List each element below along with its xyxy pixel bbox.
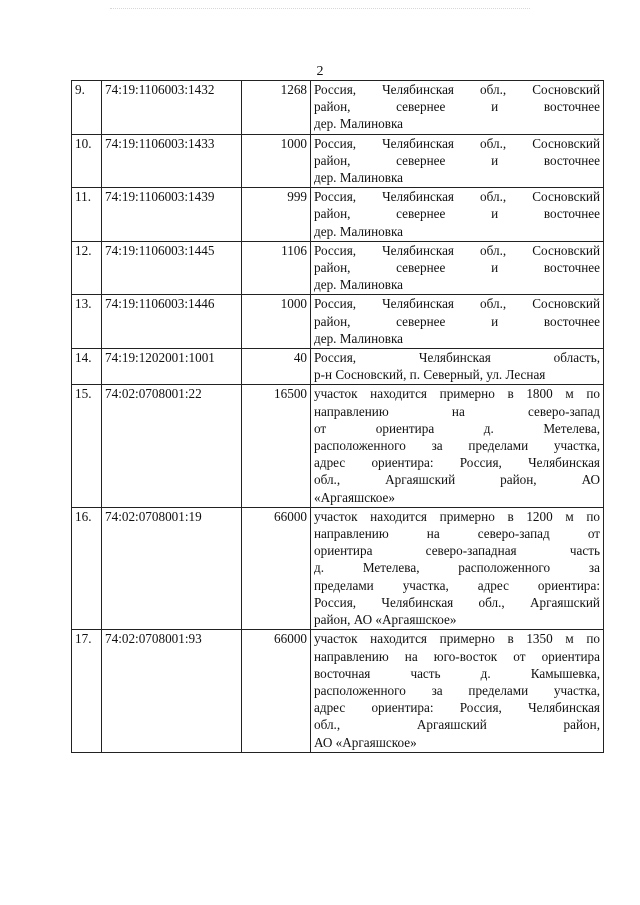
plot-address [311, 385, 604, 507]
plot-address [311, 295, 604, 349]
address-line: восточная часть д. Камышевка, [314, 665, 600, 681]
address-line: Россия, Челябинская обл., Сосновский [314, 189, 600, 205]
table-row [72, 507, 604, 629]
plot-area: 1106 [242, 241, 311, 295]
address-line: адрес ориентира: Россия, Челябинская [314, 700, 600, 716]
address-line: направлению на северо-запад [314, 403, 600, 419]
address-line: расположенного за пределами участка, [314, 682, 600, 698]
land-plots-table [71, 80, 604, 753]
page-number: 2 [316, 64, 324, 79]
address-line: АО «Аргаяшское» [314, 734, 417, 750]
plot-address [311, 630, 604, 752]
plot-address [311, 81, 604, 135]
cadastral-number: 74:19:1106003:1439 [102, 188, 242, 242]
address-line: Россия, Челябинская область, [314, 350, 600, 366]
cadastral-number: 74:19:1106003:1445 [102, 241, 242, 295]
address-line: направлению на северо-запад от [314, 526, 600, 542]
row-number: 14. [72, 349, 102, 385]
address-line: р-н Сосновский, п. Северный, ул. Лесная [314, 367, 546, 383]
plot-area: 66000 [242, 507, 311, 629]
address-line: Россия, Челябинская обл., Сосновский [314, 135, 600, 151]
address-line: дер. Малиновка [314, 223, 404, 239]
address-line: дер. Малиновка [314, 116, 404, 132]
plot-address [311, 349, 604, 385]
table-row [72, 385, 604, 507]
plot-area: 16500 [242, 385, 311, 507]
address-line: дер. Малиновка [314, 277, 404, 293]
row-number: 16. [72, 507, 102, 629]
address-line: участок находится примерно в 1350 м по [314, 631, 600, 647]
address-line: район, севернее и восточнее [314, 313, 600, 329]
address-line: дер. Малиновка [314, 330, 404, 346]
cadastral-number: 74:19:1202001:1001 [102, 349, 242, 385]
cadastral-number: 74:19:1106003:1446 [102, 295, 242, 349]
address-line: ориентира северо-западная часть [314, 543, 600, 559]
address-line: участок находится примерно в 1800 м по [314, 386, 600, 402]
address-line: пределами участка, адрес ориентира: [314, 577, 600, 593]
cadastral-number: 74:02:0708001:22 [102, 385, 242, 507]
address-line: район, севернее и восточнее [314, 99, 600, 115]
plot-area: 1000 [242, 295, 311, 349]
table-row [72, 630, 604, 752]
table-row [72, 241, 604, 295]
plot-address [311, 134, 604, 188]
cadastral-number: 74:19:1106003:1433 [102, 134, 242, 188]
plot-area: 999 [242, 188, 311, 242]
plot-area: 40 [242, 349, 311, 385]
address-line: район, севернее и восточнее [314, 152, 600, 168]
row-number: 11. [72, 188, 102, 242]
plot-address [311, 507, 604, 629]
address-line: район, севернее и восточнее [314, 260, 600, 276]
address-line: направлению на юго-восток от ориентира [314, 648, 600, 664]
plot-area: 1000 [242, 134, 311, 188]
address-line: адрес ориентира: Россия, Челябинская [314, 455, 600, 471]
address-line: «Аргаяшское» [314, 489, 395, 505]
scan-artifact [110, 8, 530, 13]
address-line: район, севернее и восточнее [314, 206, 600, 222]
address-line: дер. Малиновка [314, 170, 404, 186]
row-number: 10. [72, 134, 102, 188]
table-row [72, 81, 604, 135]
cadastral-number: 74:19:1106003:1432 [102, 81, 242, 135]
address-line: Россия, Челябинская обл., Сосновский [314, 242, 600, 258]
plot-area: 66000 [242, 630, 311, 752]
address-line: Россия, Челябинская обл., Сосновский [314, 82, 600, 97]
row-number: 9. [72, 81, 102, 135]
table-row [72, 134, 604, 188]
address-line: д. Метелева, расположенного за [314, 560, 600, 576]
address-line: расположенного за пределами участка, [314, 438, 600, 454]
table-row [72, 295, 604, 349]
address-line: Россия, Челябинская обл., Сосновский [314, 296, 600, 312]
address-line: обл., Аргаяшский район, [314, 717, 600, 733]
address-line: обл., Аргаяшский район, АО [314, 472, 600, 488]
row-number: 13. [72, 295, 102, 349]
address-line: район, АО «Аргаяшское» [314, 612, 457, 628]
row-number: 17. [72, 630, 102, 752]
plot-area: 1268 [242, 81, 311, 135]
address-line: участок находится примерно в 1200 м по [314, 508, 600, 524]
cadastral-number: 74:02:0708001:19 [102, 507, 242, 629]
plot-address [311, 241, 604, 295]
address-line: от ориентира д. Метелева, [314, 420, 600, 436]
table-row [72, 349, 604, 385]
cadastral-number: 74:02:0708001:93 [102, 630, 242, 752]
row-number: 15. [72, 385, 102, 507]
table-body [72, 81, 604, 753]
plot-address [311, 188, 604, 242]
address-line: Россия, Челябинская обл., Аргаяшский [314, 594, 600, 610]
row-number: 12. [72, 241, 102, 295]
table-row [72, 188, 604, 242]
